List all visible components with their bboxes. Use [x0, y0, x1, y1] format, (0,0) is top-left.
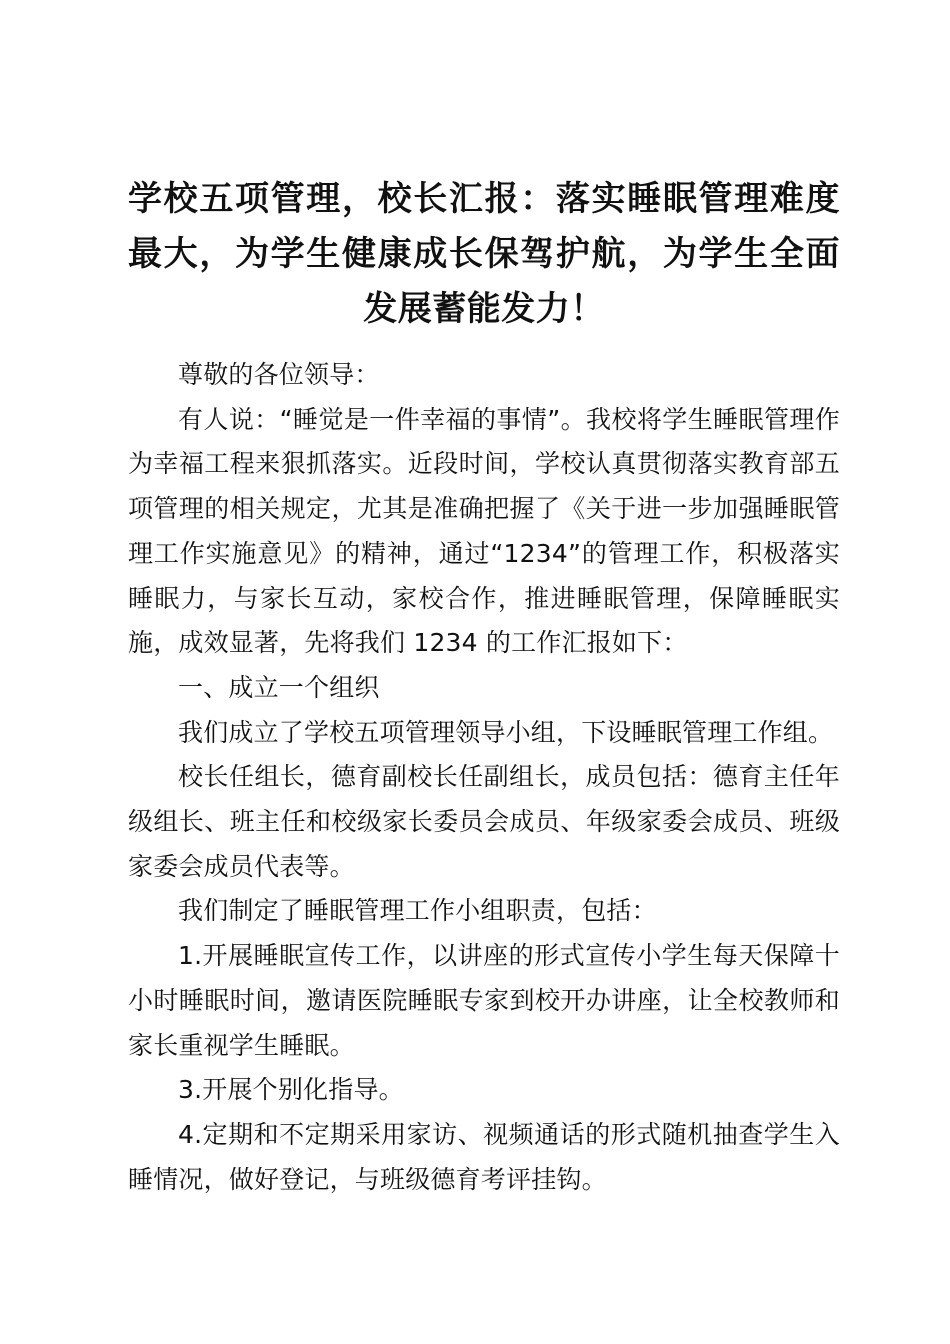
document-page: [128, 172, 840, 1202]
salutation: 尊敬的各位领导：: [178, 360, 380, 389]
document-title: 学校五项管理，校长汇报：落实睡眠管理难度最大，为学生健康成长保驾护航，为学生全面发展蓄能发力！: [128, 179, 840, 329]
body-paragraph: 我们成立了学校五项管理领导小组，下设睡眠管理工作组。: [178, 717, 834, 747]
section-heading-1: 一、成立一个组织: [178, 672, 380, 702]
intro-paragraph: 有人说：“睡觉是一件幸福的事情”。我校将学生睡眠管理作为幸福工程来狠抓落实。近段时间，学校认真贯彻落实教育部五项管理的相关规定，尤其是准确把握了《关于进一步加强睡眠管理工作实施意见》的精神，通过“1234”的管理工作，积极落实睡眠力，与家长互动，家校合作，推进睡眠管理，保障睡眠实施，成效显著，先将我们 1234 的工作汇报如下：: [128, 404, 840, 658]
list-item: 4.定期和不定期采用家访、视频通话的形式随机抽查学生入睡情况，做好登记，与班级德育考评挂钩。: [128, 1119, 840, 1194]
list-item: 3.开展个别化指导。: [178, 1075, 404, 1105]
body-paragraph: 校长任组长，德育副校长任副组长，成员包括：德育主任年级组长、班主任和校级家长委员会成员、年级家委会成员、班级家委会成员代表等。: [128, 762, 840, 881]
list-item: 1.开展睡眠宣传工作，以讲座的形式宣传小学生每天保障十小时睡眠时间，邀请医院睡眠专家到校开办讲座，让全校教师和家长重视学生睡眠。: [128, 941, 840, 1060]
body-paragraph: 我们制定了睡眠管理工作小组职责，包括：: [178, 896, 657, 926]
